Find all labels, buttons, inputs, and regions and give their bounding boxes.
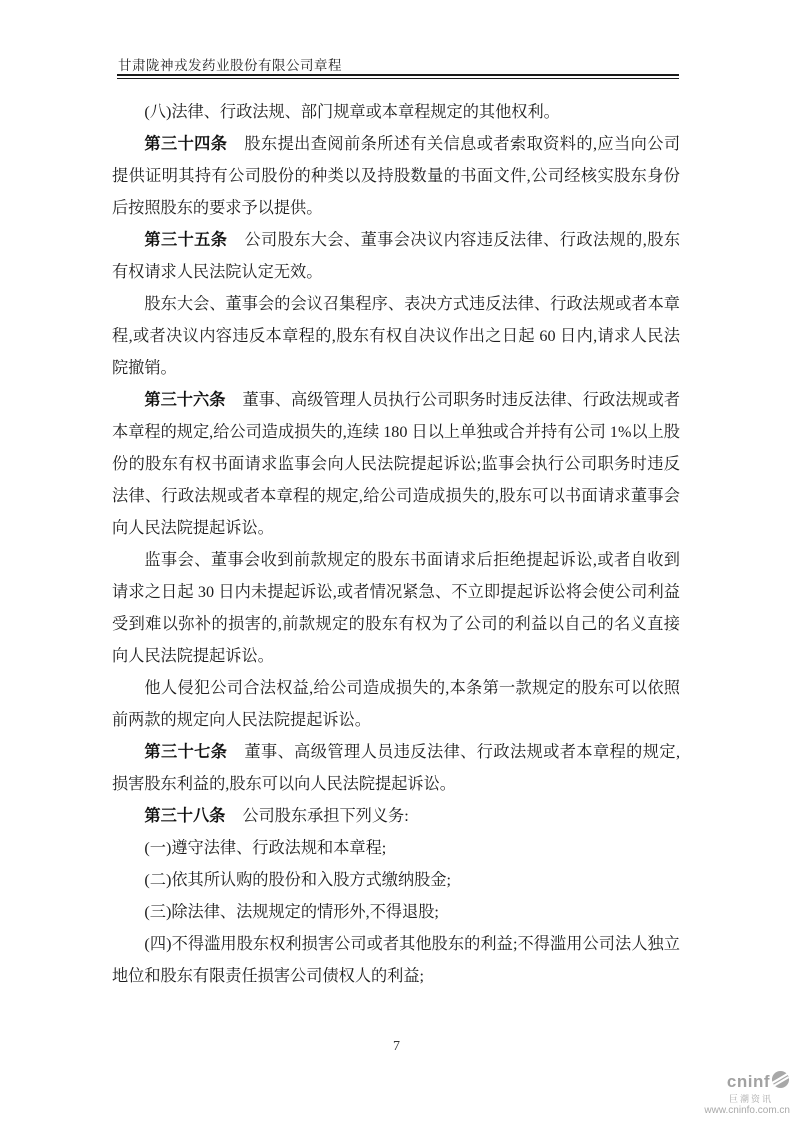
cninfo-url: www.cninfo.com.cn [704,1105,790,1116]
paragraph: (四)不得滥用股东权利损害公司或者其他股东的利益;不得滥用公司法人独立地位和股东有限责任损害公司债权人的利益; [112,935,680,985]
article-paragraph: 第三十八条 公司股东承担下列义务: [144,807,409,825]
paragraph: 股东大会、董事会的会议召集程序、表决方式违反法律、行政法规或者本章程,或者决议内容违反本章程的,股东有权自决议作出之日起 60 日内,请求人民法院撤销。 [112,295,680,377]
cninfo-swirl-icon [771,1070,790,1093]
cninfo-chinese-name: 巨潮资讯 [728,1094,773,1104]
paragraph: (二)依其所认购的股份和入股方式缴纳股金; [144,871,452,889]
article-number: 第三十五条 [144,231,228,249]
cninfo-brand-text: cninf [726,1072,770,1091]
paragraph: 他人侵犯公司合法权益,给公司造成损失的,本条第一款规定的股东可以依照前两款的规定向人民法院提起诉讼。 [112,679,680,729]
cninfo-watermark [704,1070,790,1116]
article-number: 第三十七条 [144,743,228,761]
cninfo-brand-row [727,1070,790,1093]
paragraph: (三)除法律、法规规定的情形外,不得退股; [144,903,439,921]
article-number: 第三十六条 [144,391,226,409]
article-paragraph: 第三十四条 股东提出查阅前条所述有关信息或者索取资料的,应当向公司提供证明其持有公司股份的种类以及持股数量的书面文件,公司经核实股东身份后按照股东的要求予以提供。 [112,135,681,217]
article-paragraph: 第三十六条 董事、高级管理人员执行公司职务时违反法律、行政法规或者本章程的规定,给公司造成损失的,连续 180 日以上单独或合并持有公司 1%以上股份的股东有权书面请求监事会向人民法院提起诉讼;监事会执行公司职务时违反法律、行政法规或者本章程的规定,给公司造成损失的,股东可以书面请求董事会向人民法院提起诉讼。 [112,391,681,537]
header-rule [117,74,679,79]
article-number: 第三十四条 [144,135,228,153]
article-paragraph: 第三十七条 董事、高级管理人员违反法律、行政法规或者本章程的规定,损害股东利益的,股东可以向人民法院提起诉讼。 [112,743,681,793]
header-document-title: 甘肃陇神戎发药业股份有限公司章程 [118,58,342,73]
document-body [112,96,680,992]
article-paragraph: 第三十五条 公司股东大会、董事会决议内容违反法律、行政法规的,股东有权请求人民法院认定无效。 [112,231,681,281]
paragraph: (八)法律、行政法规、部门规章或本章程规定的其他权利。 [144,103,560,121]
article-number: 第三十八条 [144,807,226,825]
paragraph: 监事会、董事会收到前款规定的股东书面请求后拒绝提起诉讼,或者自收到请求之日起 30 日内未提起诉讼,或者情况紧急、不立即提起诉讼将会使公司利益受到难以弥补的损害的,前款规定的股东有权为了公司的利益以自己的名义直接向人民法院提起诉讼。 [112,551,680,665]
page-number: 7 [393,1039,400,1054]
paragraph: (一)遵守法律、行政法规和本章程; [144,839,387,857]
